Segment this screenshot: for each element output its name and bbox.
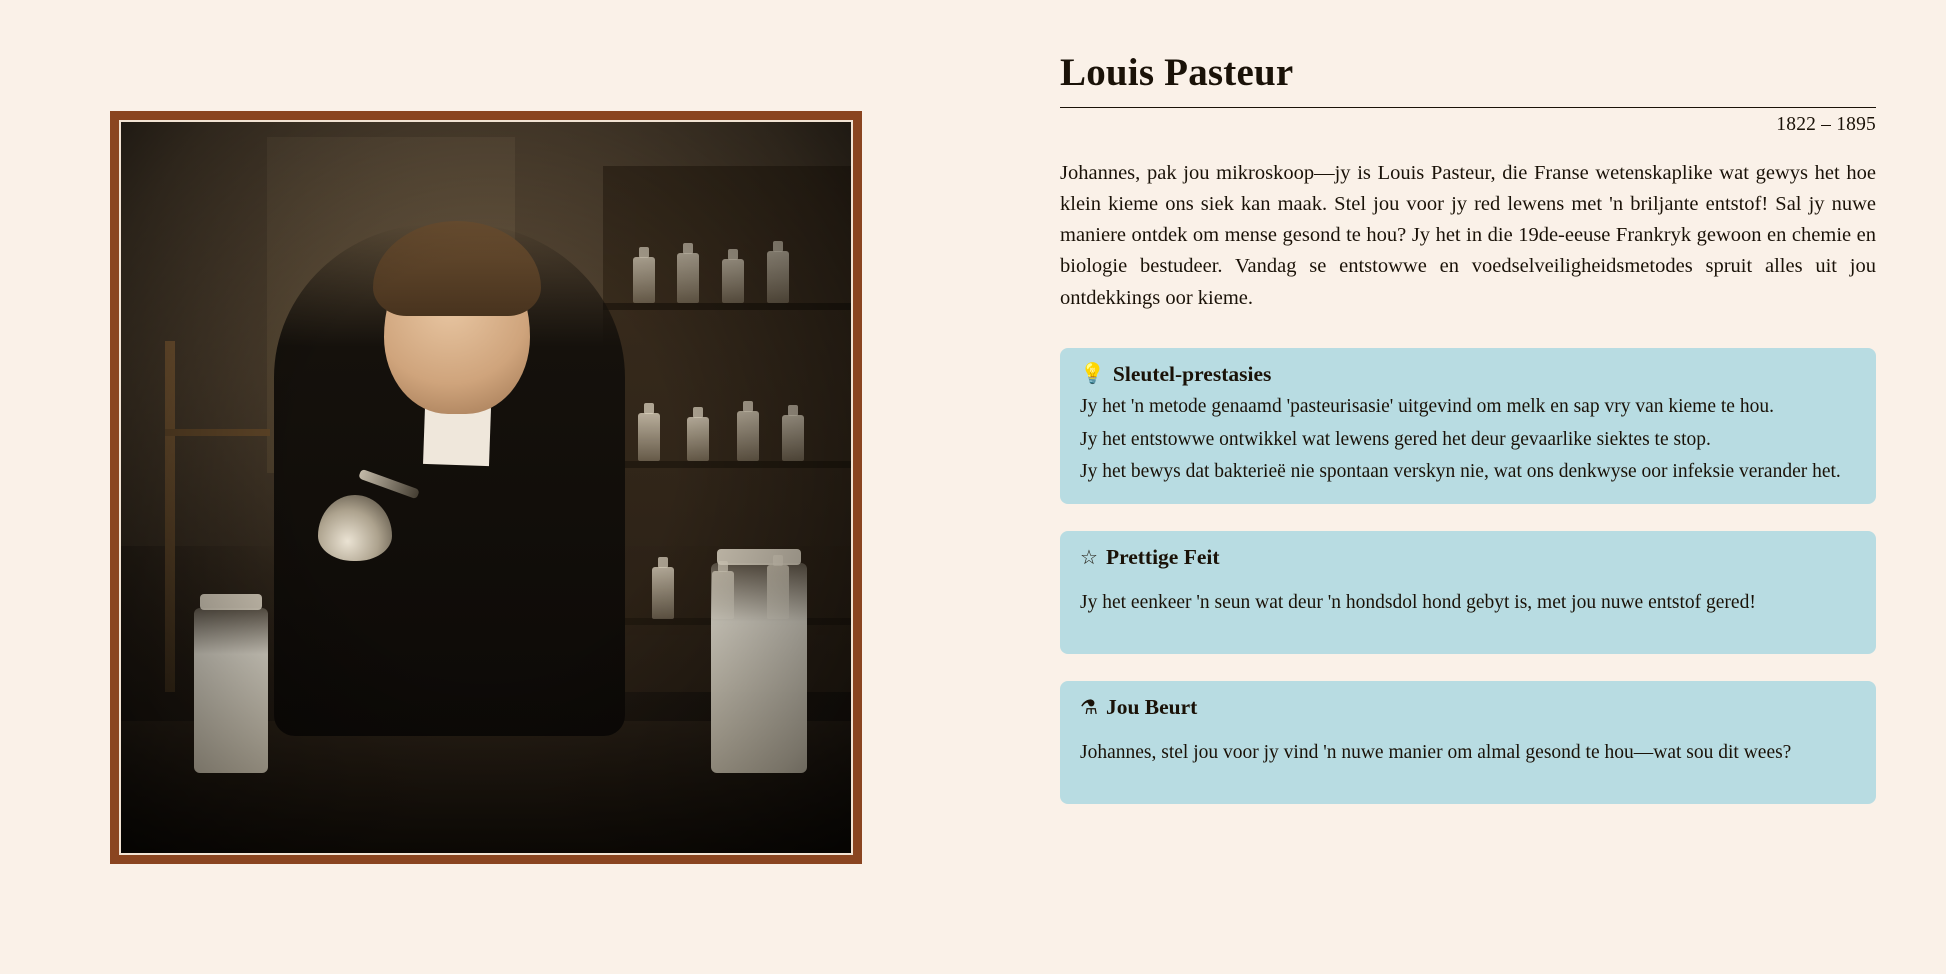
achievement-line: Jy het entstowwe ontwikkel wat lewens gered het deur gevaarlike siektes te stop. <box>1080 428 1711 450</box>
achievement-line: Jy het 'n metode genaamd 'pasteurisasie' uitgevind om melk en sap vry van kieme te hou. <box>1080 395 1774 417</box>
scene-vignette <box>121 122 851 853</box>
card-title: Prettige Feit <box>1105 545 1220 570</box>
content-column <box>1060 52 1876 804</box>
card-title: Sleutel-prestasies <box>1112 361 1272 386</box>
intro-paragraph: Johannes, pak jou mikroskoop—jy is Louis Pasteur, die Franse wetenskaplike wat gewys het hoe klein kieme ons siek kan maak. Stel jou voor jy red lewens met 'n briljante entstof! Sal jy nuwe maniere ontdek om mense gesond te hou? Jy het in die 19de-eeuse Frankryk gewoon en chemie en biologie bestudeer. Vandag se entstowwe en voedselveiligheidsmetodes spruit alles uit jou ontdekkings oor kieme. <box>1060 161 1876 309</box>
card-header <box>1080 545 1856 570</box>
your-turn-text: Johannes, stel jou voor jy vind 'n nuwe manier om almal gesond te hou—wat sou dit wees? <box>1080 741 1792 763</box>
page-title: Louis Pasteur <box>1060 51 1294 94</box>
card-header <box>1080 362 1856 387</box>
portrait-image <box>119 120 853 855</box>
card-title: Jou Beurt <box>1105 695 1198 720</box>
achievement-line: Jy het bewys dat bakterieë nie spontaan verskyn nie, wat ons denkwyse oor infeksie verander het. <box>1080 461 1841 483</box>
fun-fact-text: Jy het eenkeer 'n seun wat deur 'n hondsdol hond gebyt is, met jou nuwe entstof gered! <box>1080 591 1756 613</box>
card-your-turn <box>1060 681 1876 804</box>
star-icon: ☆ <box>1080 546 1098 569</box>
portrait-frame <box>110 111 862 864</box>
card-header <box>1080 695 1856 720</box>
title-divider <box>1060 107 1876 108</box>
laboratory-scene <box>121 122 851 853</box>
text-pane <box>1060 0 1946 974</box>
lightbulb-icon: 💡 <box>1080 363 1105 386</box>
card-fun-fact <box>1060 531 1876 654</box>
life-dates: 1822 – 1895 <box>1776 113 1876 135</box>
card-key-achievements <box>1060 348 1876 505</box>
flask-icon: ⚗ <box>1080 696 1098 719</box>
